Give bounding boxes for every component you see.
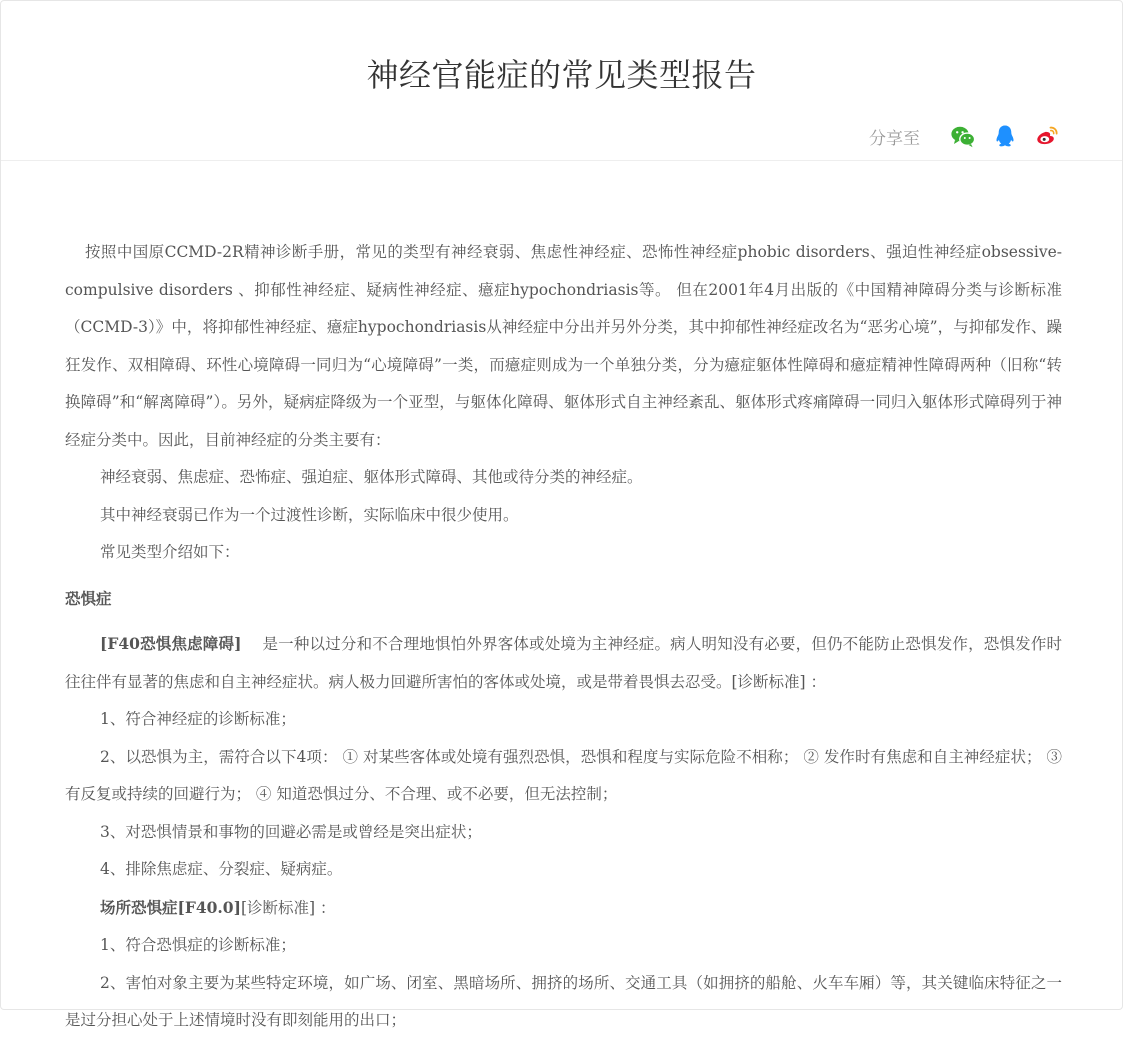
types-intro-paragraph: 常见类型介绍如下：	[100, 543, 240, 561]
intro-paragraph: 按照中国原CCMD-2R精神诊断手册，常见的类型有神经衰弱、焦虑性神经症、恐怖性神经症phobic disorders、强迫性神经症obsessive-compulsive disorders 、抑郁性神经症、疑病性神经症、癔症hypochondriasis等。 但在2001年4月出版的《中国精神障碍分类与诊断标准（CCMD-3）》中，将抑郁性神经症、癔症hypochondriasis从神经症中分出并另外分类，其中抑郁性神经症改名为“恶劣心境”，与抑郁发作、躁狂发作、双相障碍、环性心境障碍一同归为“心境障碍”一类，而癔症则成为一个单独分类，分为癔症躯体性障碍和癔症精神性障碍两种（旧称“转换障碍”和“解离障碍”）。另外，疑病症降级为一个亚型，与躯体化障碍、躯体形式自主神经紊乱、躯体形式疼痛障碍一同归入躯体形式障碍列于神经症分类中。因此，目前神经症的分类主要有：	[65, 243, 1062, 449]
agoraphobia-criteria-item: 1、符合恐惧症的诊断标准；	[100, 936, 296, 954]
f40-text: 是一种以过分和不合理地惧怕外界客体或处境为主神经症。病人明知没有必要，但仍不能防止恐惧发作，恐惧发作时往往伴有显著的焦虑和自主神经症状。病人极力回避所害怕的客体或处境，或是带着畏惧去忍受。[诊断标准] ：	[65, 635, 1062, 691]
page-title: 神经官能症的常见类型报告	[366, 56, 757, 94]
weibo-icon[interactable]	[1034, 123, 1060, 149]
classes-paragraph: 神经衰弱、焦虑症、恐怖症、强迫症、躯体形式障碍、其他或待分类的神经症。	[100, 468, 643, 486]
section-heading: 恐惧症	[65, 588, 112, 608]
f40-paragraph	[65, 625, 1062, 701]
agoraphobia-paragraph	[65, 889, 1062, 928]
share-bar	[869, 122, 1060, 150]
article-body	[65, 234, 1062, 1040]
agoraphobia-text: [诊断标准] ：	[240, 898, 336, 917]
share-label: 分享至	[869, 128, 920, 149]
criteria-item: 1、符合神经症的诊断标准；	[100, 710, 296, 728]
criteria-item: 4、排除焦虑症、分裂症、疑病症。	[100, 860, 343, 878]
criteria-item: 2、以恐惧为主，需符合以下4项： ① 对某些客体或处境有强烈恐惧，恐惧和程度与实际危险不相称； ② 发作时有焦虑和自主神经症状； ③ 有反复或持续的回避行为； ④ 知道恐惧过分、不合理、或不必要，但无法控制；	[65, 747, 1062, 803]
criteria-item: 3、对恐惧情景和事物的回避必需是或曾经是突出症状；	[100, 822, 482, 841]
wechat-icon[interactable]	[950, 123, 976, 149]
qq-icon[interactable]	[992, 123, 1018, 149]
agoraphobia-criteria-item: 2、害怕对象主要为某些特定环境，如广场、闭室、黑暗场所、拥挤的场所、交通工具（如拥挤的船舱、火车车厢）等，其关键临床特征之一是过分担心处于上述情境时没有即刻能用的出口；	[65, 973, 1062, 1029]
transitional-paragraph: 其中神经衰弱已作为一个过渡性诊断，实际临床中很少使用。	[100, 505, 519, 524]
f40-label: [F40恐惧焦虑障碍]	[100, 634, 242, 653]
agoraphobia-label: 场所恐惧症[F40.0]	[100, 897, 241, 917]
article-header	[1, 1, 1122, 161]
